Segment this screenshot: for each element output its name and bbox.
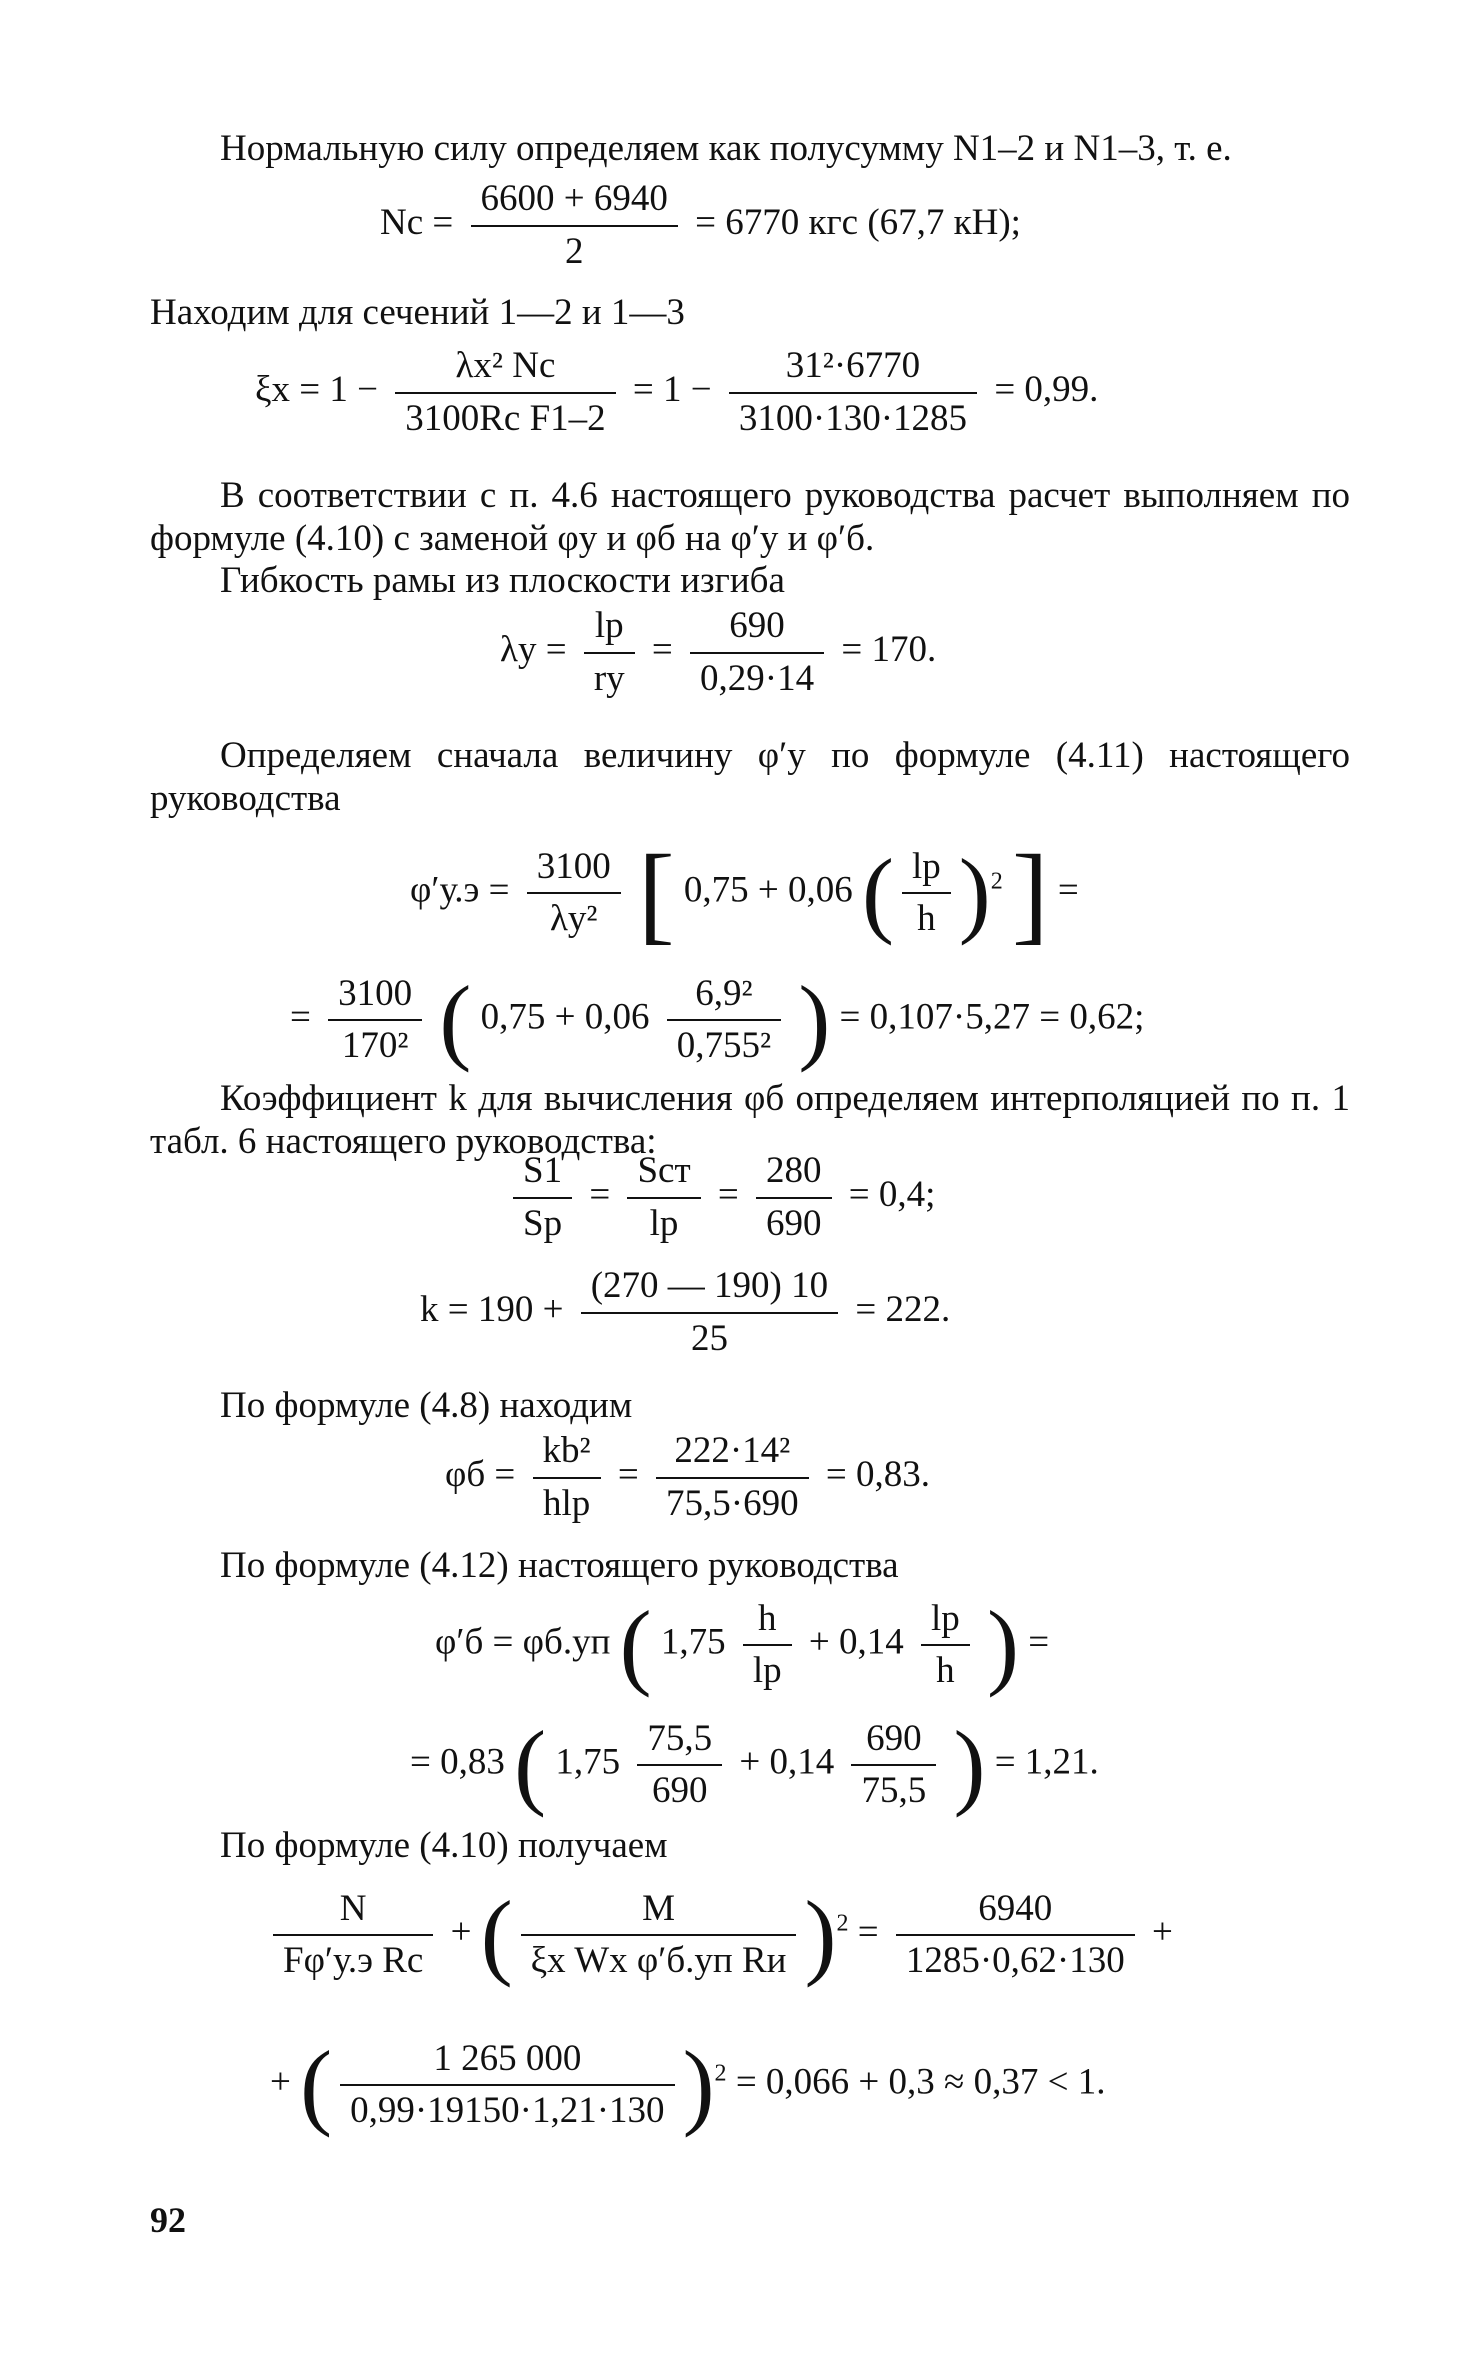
equation-phi-b-prime-formula: φ′б = φб.уп ( 1,75 $\frac{h}{lр}$ + 0,14 $\frac{lр}{h}$ ) =	[435, 1591, 1050, 1698]
equation-xi: ξx = 1 − $\frac{\text{λx² Nс}}{\text{3100Rс F1–2}}$ = 1 − $\frac{\text{31²·6770}}{3100\cdot 130\cdot 1285}$ = 0,99.	[255, 345, 1099, 439]
paragraph-method: В соответствии с п. 4.6 настоящего руководства расчет выполняем по формуле (4.10) с заменой φу и φб на φ′у и φ′б.	[150, 475, 1350, 559]
equation-phi-y-formula: φ′у.э = $\frac{3100}{\text{λу²}}$ [ 0,75 + 0,06 ( $\frac{lр}{h}$ )$^2$ ] =	[410, 832, 1079, 954]
equation-ratio: $\frac{S1}{Sр}$ = $\frac{\text{Sст}}{lр}$ = $\frac{280}{690}$ = 0,4;	[505, 1150, 935, 1245]
equation-check-part2: + ( $\frac{1 265 000}{0,99\cdot 19150\cdot 1,21\cdot 130}$ )$^2$ = 0,066 + 0,3 ≈ 0,37 < 1.	[270, 2031, 1106, 2138]
paragraph-phi-y: Определяем сначала величину φ′у по формуле (4.11) настоящего руководства	[150, 735, 1350, 819]
equation-k: k = 190 + $\frac{(270 — 190) 10}{25}$ = 222.	[420, 1265, 951, 1359]
paragraph-sections: Находим для сечений 1—2 и 1—3	[150, 292, 685, 333]
paragraph-formula-4-12: По формуле (4.12) настоящего руководства	[220, 1545, 899, 1586]
equation-normal-force: Nс = $\frac{6600 + 6940}{2}$ = 6770 кгс (67,7 кН);	[380, 178, 1021, 272]
equation-phi-b: φб = $\frac{\text{kb²}}{\text{hlр}}$ = $\frac{\text{222·14²}}{75,5\cdot 690}$ = 0,83.	[445, 1430, 930, 1524]
paragraph-coefficient-k: Коэффициент k для вычисления φб определяем интерполяцией по п. 1 табл. 6 настоящего руководства:	[150, 1078, 1350, 1162]
equation-phi-b-prime-value: = 0,83 ( 1,75 $\frac{75,5}{690}$ + 0,14 $\frac{690}{75,5}$ ) = 1,21.	[410, 1711, 1099, 1818]
paragraph-formula-4-10: По формуле (4.10) получаем	[220, 1825, 668, 1866]
paragraph-formula-4-8: По формуле (4.8) находим	[220, 1385, 633, 1426]
paragraph-flexibility: Гибкость рамы из плоскости изгиба	[220, 560, 785, 601]
page-number: 92	[150, 2200, 186, 2240]
equation-lambda: λу = $\frac{lр}{rу}$ = $\frac{690}{0,29\cdot 14}$ = 170.	[500, 605, 937, 699]
equation-check-part1: $\frac{N}{\text{Fφ′у.э Rс}}$ + ( $\frac{M}{\text{ξx Wx φ′б.уп Rи}}$ )$^2$ = $\frac{6940}{1285\cdot 0,62\cdot 130}$ +	[265, 1880, 1173, 1990]
equation-phi-y-value: = $\frac{3100}{\text{170²}}$ ( 0,75 + 0,06 $\frac{\text{6,9²}}{\text{0,755²}}$ ) = 0,107·5,27 = 0,62;	[290, 966, 1145, 1073]
paragraph-normal-force: Нормальную силу определяем как полусумму N1–2 и N1–3, т. е.	[220, 128, 1232, 169]
